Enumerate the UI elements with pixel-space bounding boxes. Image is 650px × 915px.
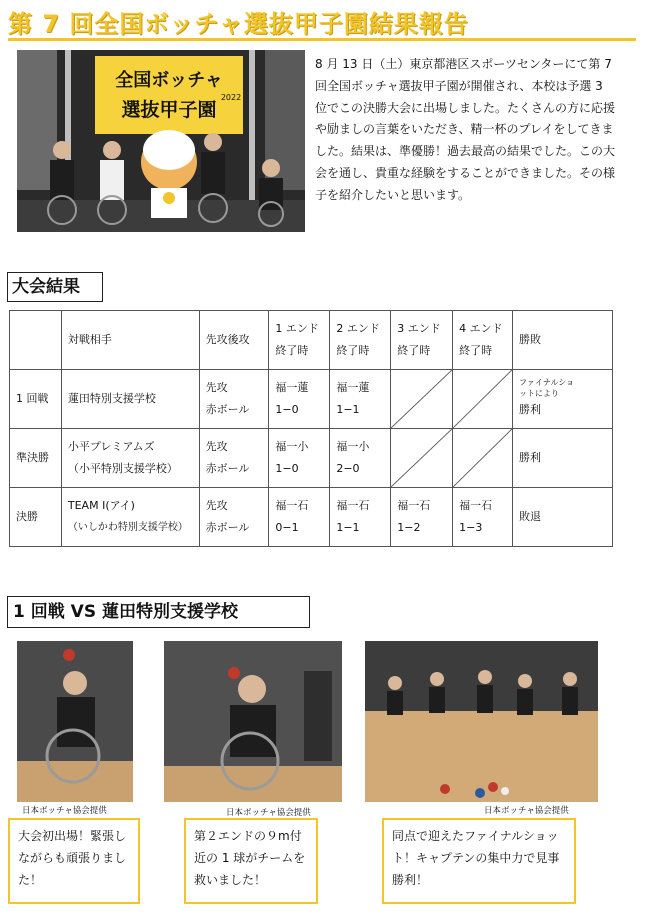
photo-credit: 日本ボッチャ協会提供 bbox=[226, 808, 311, 818]
end2-cell: 福一石 1−1 bbox=[330, 488, 391, 547]
table-row bbox=[10, 429, 613, 488]
banner-year: 2022 bbox=[220, 93, 242, 102]
end4-cell: 福一石 1−3 bbox=[453, 488, 513, 547]
header-cell: 4 エンド終了時 bbox=[453, 311, 513, 370]
result-note: ファイナルショットにより bbox=[519, 378, 575, 398]
end1-cell: 福一蓮 1−0 bbox=[269, 370, 330, 429]
results-heading: 大会結果 bbox=[7, 272, 103, 302]
table-header-row bbox=[10, 311, 613, 370]
photo-credit: 日本ボッチャ協会提供 bbox=[22, 806, 107, 816]
round-cell: 準決勝 bbox=[10, 429, 62, 488]
round-cell: 決勝 bbox=[10, 488, 62, 547]
header-cell: 2 エンド終了時 bbox=[330, 311, 391, 370]
end1-cell: 福一石 0−1 bbox=[269, 488, 330, 547]
banner-line2: 選抜甲子園 bbox=[121, 99, 217, 121]
table-row bbox=[10, 370, 613, 429]
opponent-cell: 小平プレミアムズ （小平特別支援学校） bbox=[61, 429, 199, 488]
end3-cell: 福一石 1−2 bbox=[391, 488, 453, 547]
order-cell: 先攻 赤ボール bbox=[199, 429, 269, 488]
match-photo-3 bbox=[365, 641, 598, 802]
header-cell: 1 エンド終了時 bbox=[269, 311, 330, 370]
opponent-cell: TEAM I(アイ) （いしかわ特別支援学校） bbox=[61, 488, 199, 547]
header-cell: 勝敗 bbox=[513, 311, 613, 370]
match-photo-2 bbox=[164, 641, 342, 802]
header-cell: 対戦相手 bbox=[61, 311, 199, 370]
end3-empty-cell bbox=[391, 429, 453, 488]
end3-empty-cell bbox=[391, 370, 453, 429]
end2-cell: 福一小 2−0 bbox=[330, 429, 391, 488]
page-title: 第 7 回全国ボッチャ選抜甲子園結果報告 bbox=[8, 10, 469, 38]
results-table bbox=[9, 310, 613, 547]
caption-box-1: 大会初出場！緊張しながらも頑張りました！ bbox=[8, 818, 140, 904]
caption-box-3: 同点で迎えたファイナルショット！キャプテンの集中力で見事勝利！ bbox=[382, 818, 576, 904]
hero-photo bbox=[17, 50, 305, 232]
opponent-cell: 蓮田特別支援学校 bbox=[61, 370, 199, 429]
title-underline bbox=[8, 38, 636, 41]
caption-box-2: 第２エンドの９m付近の 1 球がチームを救いました！ bbox=[184, 818, 318, 904]
end4-empty-cell bbox=[453, 429, 513, 488]
banner-line1: 全国ボッチャ bbox=[115, 70, 223, 91]
match-photo-1 bbox=[17, 641, 133, 802]
table-row bbox=[10, 488, 613, 547]
round-cell: 1 回戦 bbox=[10, 370, 62, 429]
end2-cell: 福一蓮 1−1 bbox=[330, 370, 391, 429]
order-cell: 先攻 赤ボール bbox=[199, 488, 269, 547]
result-value: 勝利 bbox=[519, 403, 542, 416]
order-cell: 先攻 赤ボール bbox=[199, 370, 269, 429]
header-cell bbox=[10, 311, 62, 370]
end1-cell: 福一小 1−0 bbox=[269, 429, 330, 488]
end4-empty-cell bbox=[453, 370, 513, 429]
intro-text: 8 月 13 日（土）東京都港区スポーツセンターにて第 7 回全国ボッチャ選抜甲子園が開催され、本校は予選 3 位でこの決勝大会に出場しました。たくさんの方に応援や励ましの言葉をいただき、精一杯のプレイをしてきました。結果は、準優勝！過去最高の結果でした。この大会を通し、貴重な経験をすることができました。その様子を紹介したいと思います。 bbox=[315, 57, 616, 202]
result-cell bbox=[513, 370, 613, 429]
header-cell: 先攻後攻 bbox=[199, 311, 269, 370]
header-cell: 3 エンド終了時 bbox=[391, 311, 453, 370]
result-cell: 敗退 bbox=[513, 488, 613, 547]
match-heading: 1 回戦 VS 蓮田特別支援学校 bbox=[7, 596, 310, 628]
photo-credit: 日本ボッチャ協会提供 bbox=[484, 806, 569, 816]
result-cell: 勝利 bbox=[513, 429, 613, 488]
